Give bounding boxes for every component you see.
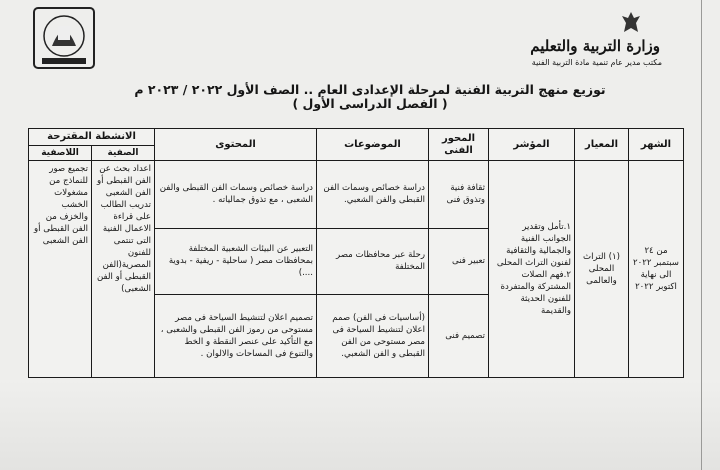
content-cell: تصميم اعلان لتنشيط السياحة فى مصر مستوحى من رموز الفن القبطى والشعبى ، مع التأكيد على عنصر النقطة و الخط والتنوع فى المساحات والالوان . bbox=[155, 294, 317, 377]
indicator-cell: ١.تأمل وتقدير الجوانب الفنية والجمالية والثقافية لفنون التراث المحلى ٢.فهم الصلات المشتركة والمتفردة للفنون الحديثة والقديمة bbox=[489, 161, 575, 378]
header-indicator: المؤشر bbox=[489, 129, 575, 161]
classroom-activity-cell: اعداد بحث عن الفن القبطى أو الفن الشعبى تدريب الطالب على قراءة الاعمال الفنية التى تنتمى للفنون المصرية(الفن القبطى أو الفن الشعبى) bbox=[92, 161, 155, 378]
header-month: الشهر bbox=[629, 129, 684, 161]
header-content: المحتوى bbox=[155, 129, 317, 161]
topic-cell: (أساسيات فى الفن) صمم اعلان لتنشيط السياحة فى مصر مستوحى من الفن القبطى و الفن الشعبي. bbox=[317, 294, 429, 377]
header-extracurricular: اللاصفية bbox=[29, 146, 92, 161]
header-classroom: الصفية bbox=[92, 146, 155, 161]
month-cell: من ٢٤ سبتمبر ٢٠٢٢ الى نهاية اكتوبر ٢٠٢٢ bbox=[629, 161, 684, 378]
topic-cell: دراسة خصائص وسمات الفن القبطى والفن الشعبي. bbox=[317, 161, 429, 229]
header-topics: الموضوعات bbox=[317, 129, 429, 161]
ministry-subtitle: مكتب مدير عام تنمية مادة التربية الفنية bbox=[531, 58, 662, 67]
curriculum-table bbox=[28, 128, 684, 378]
egypt-eagle-emblem-icon bbox=[620, 10, 642, 36]
extracurricular-activity-cell: تجميع صور للنماذج من مشغولات الخشب والخزف من الفن القبطى أو الفن الشعبى bbox=[29, 161, 92, 378]
institution-seal-icon bbox=[32, 6, 96, 74]
header-standard: المعيار bbox=[575, 129, 629, 161]
topic-cell: رحلة عبر محافظات مصر المختلفة bbox=[317, 228, 429, 294]
header-activities: الانشطة المقترحة bbox=[29, 129, 155, 146]
content-cell: دراسة خصائص وسمات الفن القبطى والفن الشعبى ، مع تذوق جمالياته . bbox=[155, 161, 317, 229]
content-cell: التعبير عن البيئات الشعبية المختلفة بمحافظات مصر ( ساحلية - ريفية - بدوية ....) bbox=[155, 228, 317, 294]
page-edge-divider bbox=[701, 0, 702, 470]
term-label: ( الفصل الدراسى الأول ) bbox=[292, 96, 448, 111]
ministry-title: وزارة التربية والتعليم bbox=[530, 37, 660, 55]
axis-cell: تصميم فنى bbox=[429, 294, 489, 377]
axis-cell: تعبير فنى bbox=[429, 228, 489, 294]
page-margin bbox=[0, 380, 720, 470]
page-title: توزيع منهج التربية الفنية لمرحلة الإعدادى العام .. الصف الأول ٢٠٢٢ / ٢٠٢٣ م bbox=[134, 82, 606, 97]
standard-cell: (١) التراث المحلى والعالمى bbox=[575, 161, 629, 378]
header-axis: المحور الفنى bbox=[429, 129, 489, 161]
axis-cell: ثقافة فنية وتذوق فنى bbox=[429, 161, 489, 229]
